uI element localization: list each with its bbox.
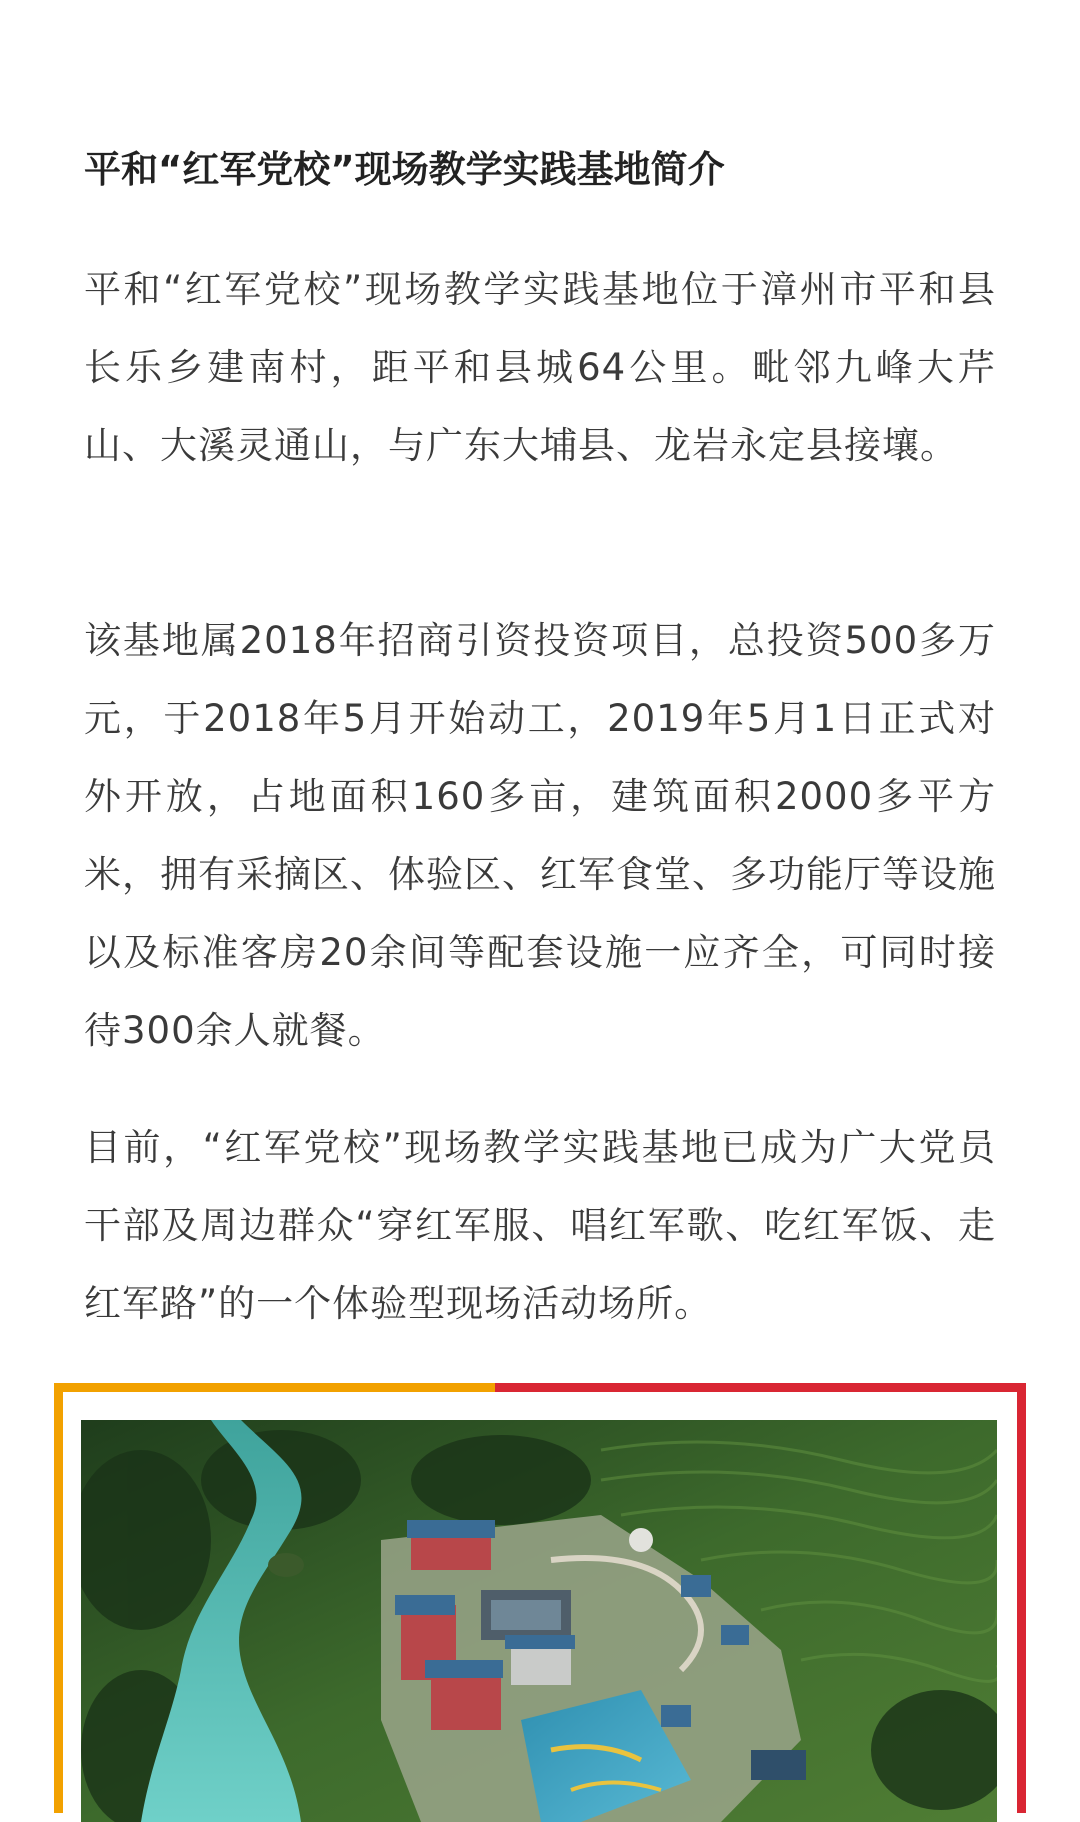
- frame-red-top-border: [495, 1383, 1026, 1392]
- photo-frame: [54, 1383, 1026, 1813]
- aerial-photo: [81, 1420, 997, 1822]
- paragraph-current-status: 目前，“红军党校”现场教学实践基地已成为广大党员干部及周边群众“穿红军服、唱红军歌、吃红军饭、走红军路”的一个体验型现场活动场所。: [84, 1126, 996, 1325]
- paragraph-location: 平和“红军党校”现场教学实践基地位于漳州市平和县长乐乡建南村，距平和县城64公里。毗邻九峰大芹山、大溪灵通山，与广东大埔县、龙岩永定县接壤。: [84, 268, 996, 467]
- aerial-photo-illustration: [81, 1420, 997, 1822]
- article-title: 平和“红军党校”现场教学实践基地简介: [84, 148, 725, 191]
- paragraph-investment: 该基地属2018年招商引资投资项目，总投资500多万元，于2018年5月开始动工，2019年5月1日正式对外开放，占地面积160多亩，建筑面积2000多平方米，拥有采摘区、体验区、红军食堂、多功能厅等设施以及标准客房20余间等配套设施一应齐全，可同时接待300余人就餐。: [84, 619, 996, 1052]
